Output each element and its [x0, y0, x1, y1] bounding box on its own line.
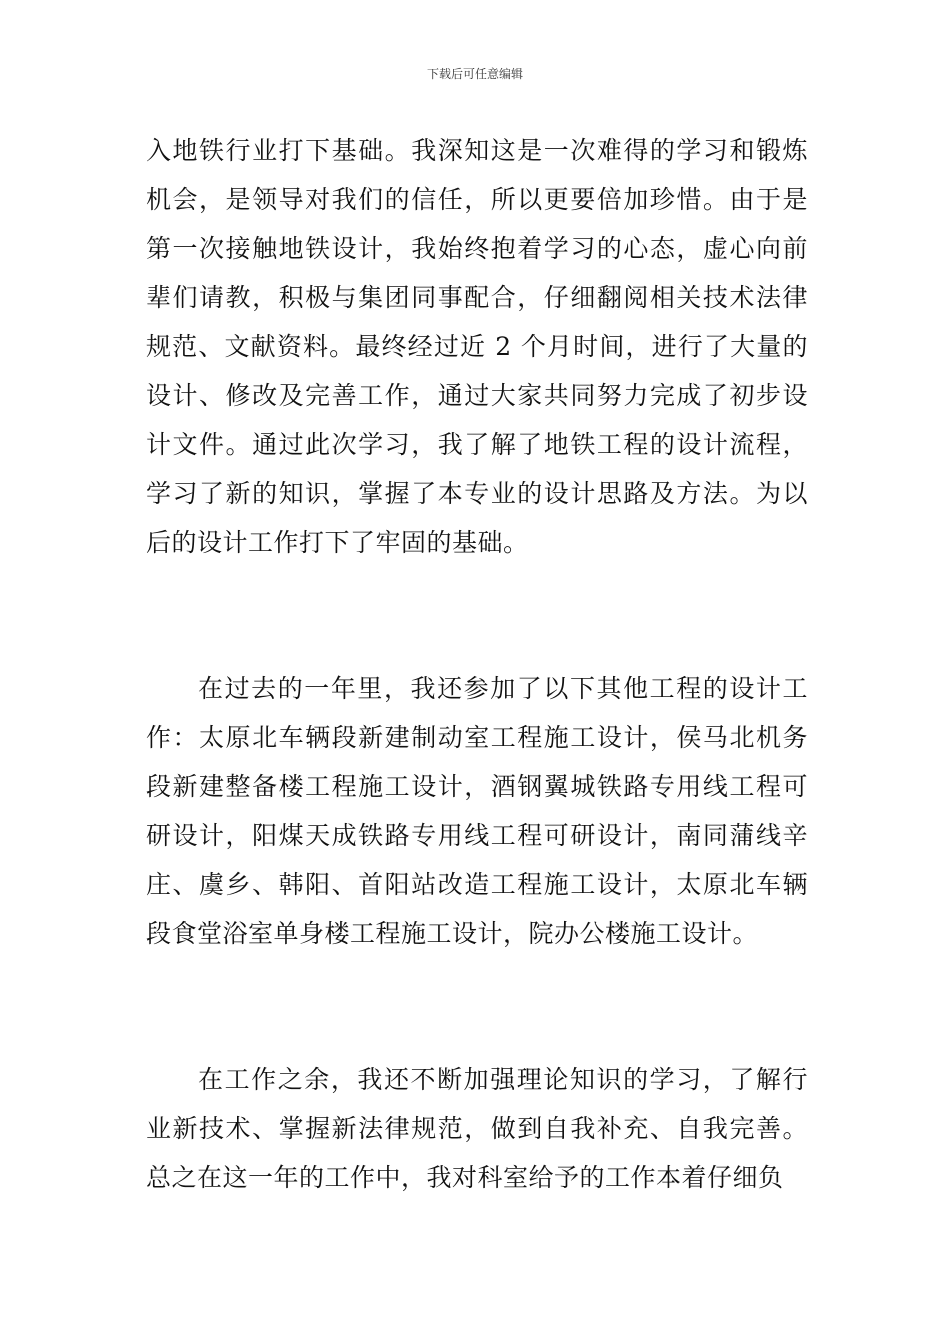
paragraph-other-projects: 在过去的一年里，我还参加了以下其他工程的设计工作：太原北车辆段新建制动室工程施工设计，侯马北机务段新建整备楼工程施工设计，酒钢翼城铁路专用线工程可研设计，阳煤天成铁路专用线工程可研设计，南同蒲线辛庄、虞乡、韩阳、首阳站改造工程施工设计，太原北车辆段食堂浴室单身楼工程施工设计，院办公楼施工设计。: [146, 674, 808, 948]
paragraph-study: 在工作之余，我还不断加强理论知识的学习，了解行业新技术、掌握新法律规范，做到自我补充、自我完善。总之在这一年的工作中，我对科室给予的工作本着仔细负: [146, 1065, 808, 1192]
document-body: [146, 126, 808, 1202]
header-note: 下载后可任意编辑: [426, 67, 523, 81]
paragraph-continuation: 入地铁行业打下基础。我深知这是一次难得的学习和锻炼机会，是领导对我们的信任，所以更要倍加珍惜。由于是第一次接触地铁设计，我始终抱着学习的心态，虚心向前辈们请教，积极与集团同事配合，仔细翻阅相关技术法律规范、文献资料。最终经过近 2 个月时间，进行了大量的设计、修改及完善工作，通过大家共同努力完成了初步设计文件。通过此次学习，我了解了地铁工程的设计流程，学习了新的知识，掌握了本专业的设计思路及方法。为以后的设计工作打下了牢固的基础。: [146, 136, 808, 557]
